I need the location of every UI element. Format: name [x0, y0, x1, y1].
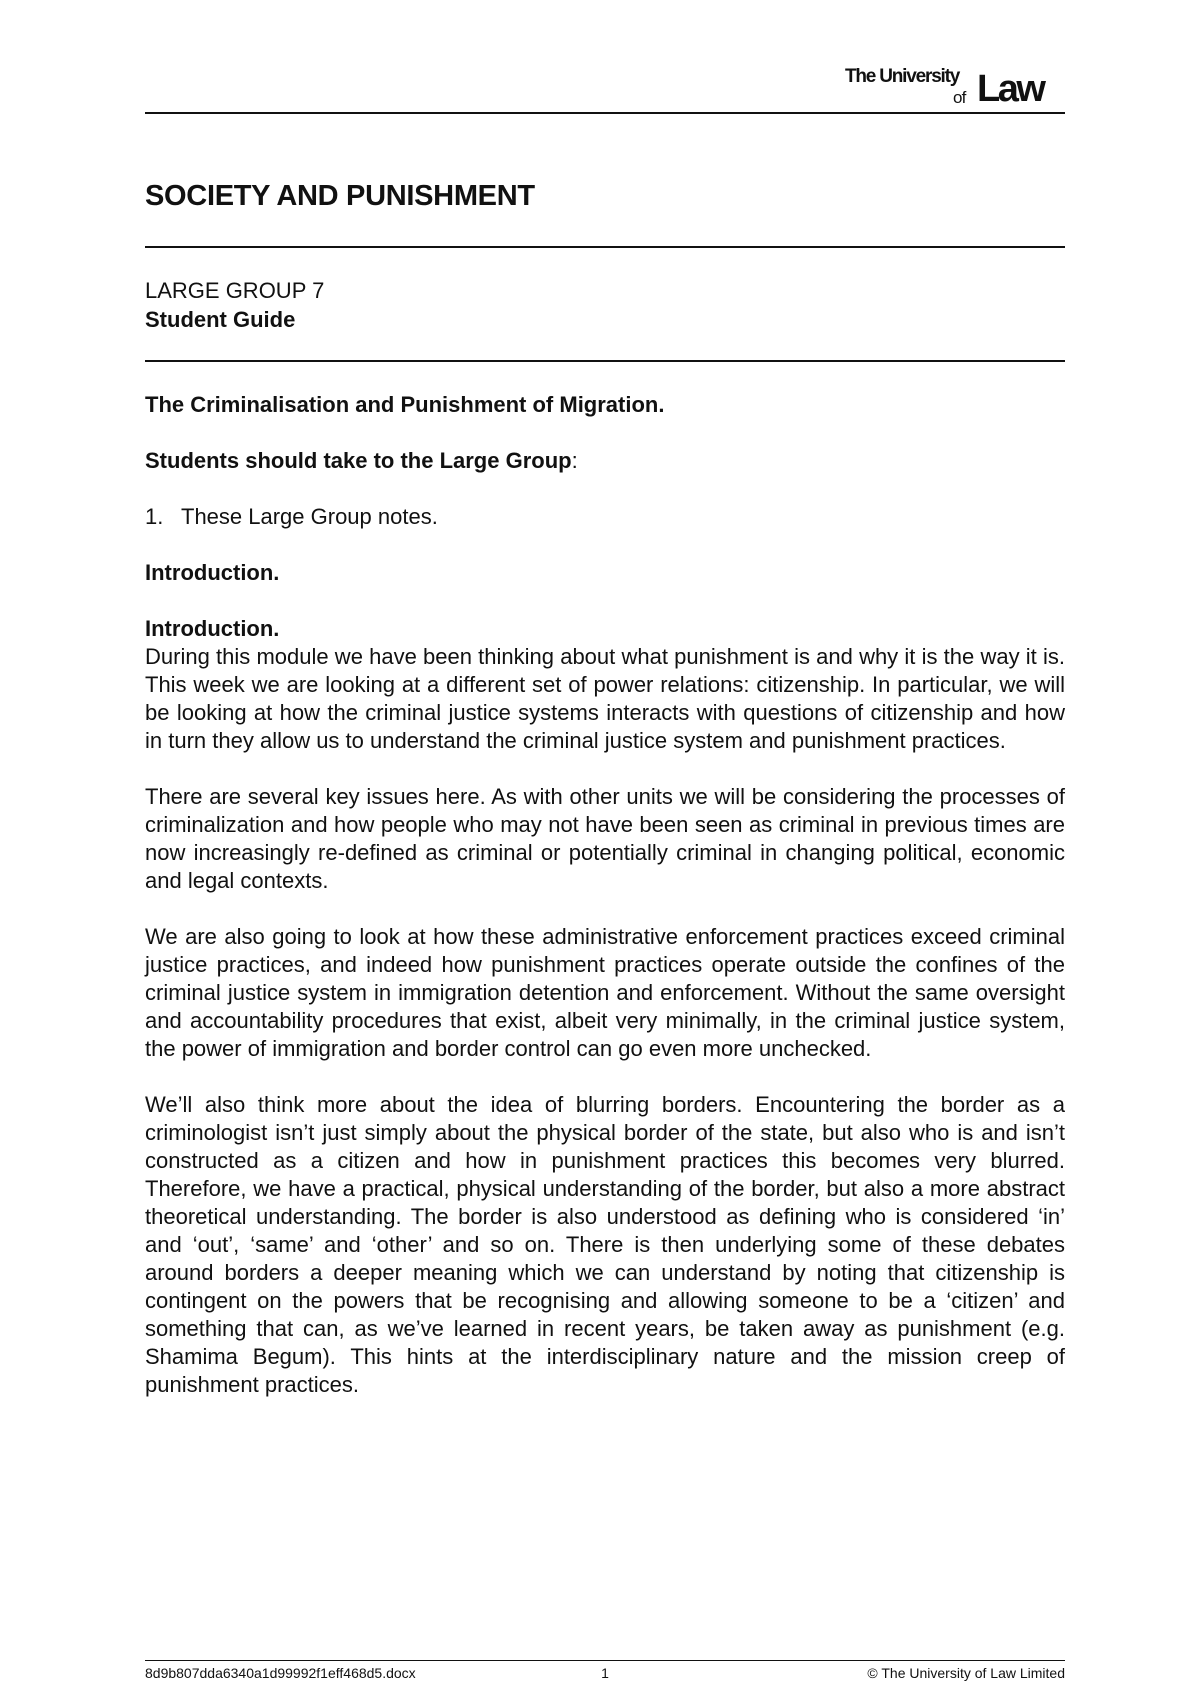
logo-line-3: Law [977, 68, 1044, 110]
document-body [145, 391, 1065, 1399]
title-rule [145, 246, 1065, 248]
subheading-block [145, 276, 324, 334]
intro-heading-1: Introduction. [145, 560, 280, 585]
paragraph-1: During this module we have been thinking about what punishment is and why it is the way it is. This week we are looking at a different set of power relations: citizenship. In particular, we will be looking at how the criminal justice systems interacts with questions of citizenship and how in turn they allow us to understand the criminal justice system and punishment practices. [145, 644, 1065, 753]
subheading-rule [145, 360, 1065, 362]
university-logo [845, 64, 1070, 110]
take-colon: : [571, 448, 578, 473]
footer-page-number: 1 [601, 1665, 609, 1681]
document-title: SOCIETY AND PUNISHMENT [145, 180, 535, 212]
group-label: LARGE GROUP 7 [145, 278, 325, 303]
guide-label: Student Guide [145, 307, 296, 332]
paragraph-4: We’ll also think more about the idea of blurring borders. Encountering the border as a criminologist isn’t just simply about the physical border of the state, but also who is and isn’t constructed as a citizen and how in punishment practices this becomes very blurred. Therefore, we have a practical, physical understanding of the border, but also a more abstract theoretical understanding. The border is also understood as defining who is considered ‘in’ and ‘out’, ‘same’ and ‘other’ and so on. There is then underlying some of these debates around borders a deeper meaning which we can understand by noting that citizenship is contingent on the powers that be recognising and allowing someone to be a ‘citizen’ and something that can, as we’ve learned in recent years, be taken away as punishment (e.g. Shamima Begum). This hints at the interdisciplinary nature and the mission creep of punishment practices. [145, 1092, 1065, 1397]
footer-filename: 8d9b807dda6340a1d99992f1eff468d5.docx [145, 1665, 416, 1681]
take-heading: Students should take to the Large Group [145, 448, 572, 473]
take-line [145, 447, 1065, 475]
logo-line-2: of [953, 88, 966, 107]
footer-copyright: © The University of Law Limited [867, 1665, 1065, 1681]
intro-heading-2: Introduction. [145, 616, 280, 641]
list-item-text: These Large Group notes. [181, 504, 438, 529]
list-number: 1. [145, 504, 164, 529]
paragraph-2: There are several key issues here. As with other units we will be considering the processes of criminalization and how people who may not have been seen as criminal in previous times are now increasingly re-defined as criminal or potentially criminal in changing political, economic and legal contexts. [145, 784, 1065, 893]
list-item [145, 503, 1065, 531]
header-rule [145, 112, 1065, 114]
topic-heading: The Criminalisation and Punishment of Migration. [145, 392, 665, 417]
logo-line-1: The University [845, 66, 960, 87]
footer-rule [145, 1660, 1065, 1661]
paragraph-3: We are also going to look at how these administrative enforcement practices exceed criminal justice practices, and indeed how punishment practices operate outside the confines of the criminal justice system in immigration detention and enforcement. Without the same oversight and accountability procedures that exist, albeit very minimally, in the criminal justice system, the power of immigration and border control can go even more unchecked. [145, 924, 1065, 1061]
